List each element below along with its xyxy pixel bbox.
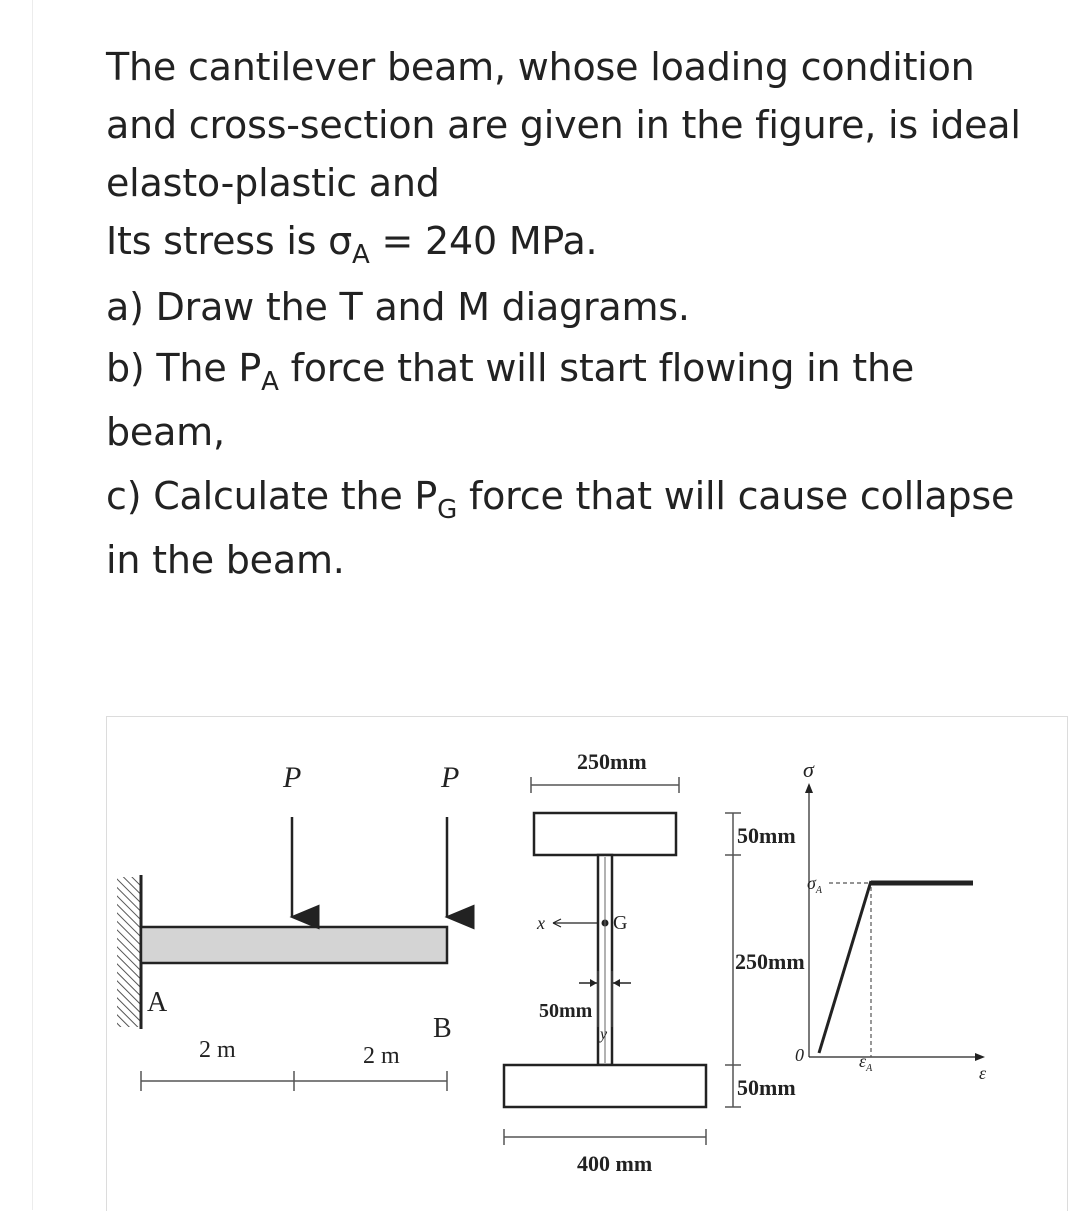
part-c-continued: in the beam.: [106, 538, 345, 582]
centroid-label: G: [613, 912, 628, 934]
web-thickness-arrowhead-left: [590, 979, 597, 987]
top-flange: [534, 813, 676, 855]
load-label-2: P: [441, 761, 460, 794]
wall-support: [117, 877, 141, 1027]
cantilever-beam-drawing: [117, 761, 459, 1091]
bottom-flange-width-label: 400 mm: [577, 1151, 653, 1176]
span-label-1: 2 m: [199, 1037, 236, 1063]
part-c: [106, 464, 1066, 528]
bottom-width-dimension: [504, 1129, 706, 1145]
support-label-a: A: [147, 987, 168, 1018]
question-text: [106, 38, 1066, 592]
stress-label: Its stress is σ: [106, 219, 353, 263]
part-b: [106, 336, 1066, 400]
web-thickness-arrowhead-right: [613, 979, 620, 987]
part-c-subscript: G: [437, 495, 458, 526]
question-line-4: [106, 212, 1066, 270]
yield-stress-subscript: A: [815, 885, 822, 896]
question-line-3: elasto-plastic and: [106, 161, 440, 205]
cross-section-drawing: [504, 749, 805, 1176]
end-label-b: B: [433, 1013, 452, 1044]
part-b-continued: beam,: [106, 410, 225, 454]
stress-subscript: A: [352, 240, 370, 271]
epsilon-axis-arrowhead: [975, 1053, 985, 1061]
part-c-pre: c) Calculate the P: [106, 474, 438, 518]
span-label-2: 2 m: [363, 1043, 400, 1069]
part-b-post: force that will start flowing in the: [278, 346, 915, 390]
load-label-1: P: [283, 761, 302, 794]
sigma-axis-arrowhead: [805, 783, 813, 793]
yield-strain-symbol: ε: [859, 1051, 867, 1071]
beam-figure: [107, 717, 1067, 1211]
top-flange-width-label: 250mm: [577, 749, 647, 774]
web-thickness-label: 50mm: [539, 1000, 593, 1022]
web-height-label: 250mm: [735, 949, 805, 974]
origin-label: 0: [795, 1045, 804, 1065]
yield-stress-label: [807, 873, 823, 896]
yield-strain-label: [859, 1051, 873, 1074]
elastic-branch: [819, 881, 871, 1053]
stress-strain-diagram: [795, 757, 987, 1083]
span-dimension-line: [141, 1071, 447, 1091]
question-line-1: The cantilever beam, whose loading condition: [106, 45, 975, 89]
stress-value: = 240 MPa.: [369, 219, 598, 263]
yield-strain-subscript: A: [866, 1063, 873, 1074]
question-line-2: and cross-section are given in the figure, is ideal: [106, 103, 1021, 147]
part-b-subscript: A: [261, 367, 279, 398]
top-flange-thickness-label: 50mm: [737, 823, 796, 848]
epsilon-axis-label: ε: [979, 1063, 987, 1083]
page-left-rule: [32, 0, 33, 1210]
part-a: a) Draw the T and M diagrams.: [106, 285, 690, 329]
part-c-post: force that will cause collapse: [457, 474, 1015, 518]
figure-frame: [106, 716, 1068, 1211]
beam-body: [141, 927, 447, 963]
x-axis-label: x: [537, 913, 545, 933]
top-width-dimension: [531, 777, 679, 793]
sigma-axis-label: σ: [803, 757, 814, 782]
bottom-flange-thickness-label: 50mm: [737, 1075, 796, 1100]
bottom-flange: [504, 1065, 706, 1107]
yield-stress-symbol: σ: [807, 873, 816, 893]
y-axis-label: y: [600, 1026, 608, 1043]
part-b-pre: b) The P: [106, 346, 262, 390]
